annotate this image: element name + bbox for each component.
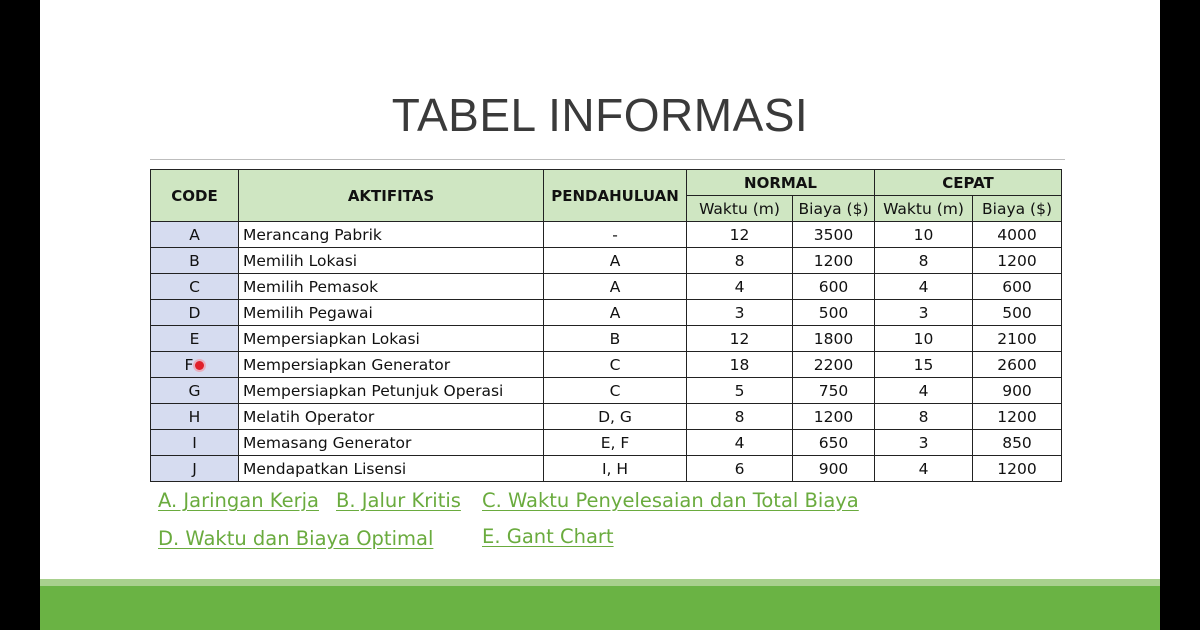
cell-cepat-biaya: 1200 <box>973 404 1062 430</box>
table-row <box>151 352 1062 378</box>
cell-aktifitas: Mendapatkan Lisensi <box>239 456 544 482</box>
header-normal: NORMAL <box>687 170 875 196</box>
cell-cepat-biaya: 1200 <box>973 456 1062 482</box>
title-divider <box>150 159 1065 160</box>
cell-pendahuluan: E, F <box>544 430 687 456</box>
link-jalur-kritis[interactable]: B. Jalur Kritis <box>336 489 461 512</box>
cell-cepat-waktu: 4 <box>875 274 973 300</box>
table-row <box>151 404 1062 430</box>
cell-cepat-biaya: 600 <box>973 274 1062 300</box>
page-title: TABEL INFORMASI <box>391 89 809 141</box>
cell-cepat-biaya: 2100 <box>973 326 1062 352</box>
cell-pendahuluan: - <box>544 222 687 248</box>
cell-cepat-waktu: 8 <box>875 404 973 430</box>
link-jaringan-kerja[interactable]: A. Jaringan Kerja <box>158 489 319 512</box>
cell-normal-biaya: 1800 <box>793 326 875 352</box>
cell-code: B <box>151 248 239 274</box>
cell-pendahuluan: D, G <box>544 404 687 430</box>
cell-pendahuluan: C <box>544 352 687 378</box>
cell-normal-waktu: 6 <box>687 456 793 482</box>
cell-aktifitas: Mempersiapkan Generator <box>239 352 544 378</box>
header-normal-biaya: Biaya ($) <box>793 196 875 222</box>
header-code: CODE <box>151 170 239 222</box>
link-waktu-biaya-optimal[interactable]: D. Waktu dan Biaya Optimal <box>158 527 434 550</box>
cell-cepat-waktu: 4 <box>875 456 973 482</box>
cell-aktifitas: Mempersiapkan Lokasi <box>239 326 544 352</box>
cell-normal-biaya: 3500 <box>793 222 875 248</box>
table-row <box>151 300 1062 326</box>
cell-cepat-biaya: 900 <box>973 378 1062 404</box>
table-row <box>151 456 1062 482</box>
header-pendahuluan: PENDAHULUAN <box>544 170 687 222</box>
footer-band-light <box>40 579 1160 586</box>
cell-aktifitas: Merancang Pabrik <box>239 222 544 248</box>
cell-cepat-waktu: 10 <box>875 326 973 352</box>
cell-code: A <box>151 222 239 248</box>
cell-normal-waktu: 5 <box>687 378 793 404</box>
cell-code-text: F <box>184 355 194 374</box>
cell-code: G <box>151 378 239 404</box>
cell-cepat-waktu: 4 <box>875 378 973 404</box>
info-table <box>150 169 1062 482</box>
slide <box>40 0 1160 630</box>
cell-aktifitas: Memasang Generator <box>239 430 544 456</box>
table-row <box>151 326 1062 352</box>
cell-cepat-biaya: 500 <box>973 300 1062 326</box>
cell-normal-biaya: 750 <box>793 378 875 404</box>
cell-normal-waktu: 8 <box>687 248 793 274</box>
cell-cepat-waktu: 15 <box>875 352 973 378</box>
header-normal-waktu: Waktu (m) <box>687 196 793 222</box>
table-row <box>151 222 1062 248</box>
cell-aktifitas: Memilih Pemasok <box>239 274 544 300</box>
cell-cepat-waktu: 3 <box>875 300 973 326</box>
footer-band <box>40 586 1160 630</box>
cell-normal-biaya: 1200 <box>793 404 875 430</box>
link-gant-chart[interactable]: E. Gant Chart <box>482 525 614 548</box>
cell-cepat-biaya: 1200 <box>973 248 1062 274</box>
cell-code: E <box>151 326 239 352</box>
cell-cepat-waktu: 10 <box>875 222 973 248</box>
cell-pendahuluan: A <box>544 248 687 274</box>
table-row <box>151 430 1062 456</box>
cell-cepat-biaya: 850 <box>973 430 1062 456</box>
cell-code: D <box>151 300 239 326</box>
cell-normal-waktu: 12 <box>687 222 793 248</box>
cell-normal-biaya: 2200 <box>793 352 875 378</box>
cell-normal-waktu: 8 <box>687 404 793 430</box>
cell-aktifitas: Melatih Operator <box>239 404 544 430</box>
cell-code: J <box>151 456 239 482</box>
cell-cepat-waktu: 3 <box>875 430 973 456</box>
cell-normal-waktu: 18 <box>687 352 793 378</box>
cell-normal-waktu: 4 <box>687 430 793 456</box>
cell-normal-biaya: 600 <box>793 274 875 300</box>
cell-cepat-waktu: 8 <box>875 248 973 274</box>
cell-aktifitas: Mempersiapkan Petunjuk Operasi <box>239 378 544 404</box>
cell-code <box>151 352 239 378</box>
cell-normal-waktu: 12 <box>687 326 793 352</box>
cell-code: I <box>151 430 239 456</box>
link-waktu-penyelesaian[interactable]: C. Waktu Penyelesaian dan Total Biaya <box>482 489 859 512</box>
cell-normal-waktu: 3 <box>687 300 793 326</box>
cell-cepat-biaya: 4000 <box>973 222 1062 248</box>
cell-normal-waktu: 4 <box>687 274 793 300</box>
header-cepat: CEPAT <box>875 170 1062 196</box>
table-row <box>151 378 1062 404</box>
cell-normal-biaya: 900 <box>793 456 875 482</box>
cell-code: H <box>151 404 239 430</box>
cell-normal-biaya: 1200 <box>793 248 875 274</box>
cell-pendahuluan: C <box>544 378 687 404</box>
cell-pendahuluan: B <box>544 326 687 352</box>
cell-aktifitas: Memilih Lokasi <box>239 248 544 274</box>
header-cepat-waktu: Waktu (m) <box>875 196 973 222</box>
table-row <box>151 248 1062 274</box>
table-row <box>151 274 1062 300</box>
cell-normal-biaya: 500 <box>793 300 875 326</box>
cell-cepat-biaya: 2600 <box>973 352 1062 378</box>
pointer-dot-icon <box>195 361 204 370</box>
cell-aktifitas: Memilih Pegawai <box>239 300 544 326</box>
cell-pendahuluan: I, H <box>544 456 687 482</box>
cell-pendahuluan: A <box>544 274 687 300</box>
header-aktifitas: AKTIFITAS <box>239 170 544 222</box>
header-cepat-biaya: Biaya ($) <box>973 196 1062 222</box>
cell-code: C <box>151 274 239 300</box>
cell-normal-biaya: 650 <box>793 430 875 456</box>
cell-pendahuluan: A <box>544 300 687 326</box>
